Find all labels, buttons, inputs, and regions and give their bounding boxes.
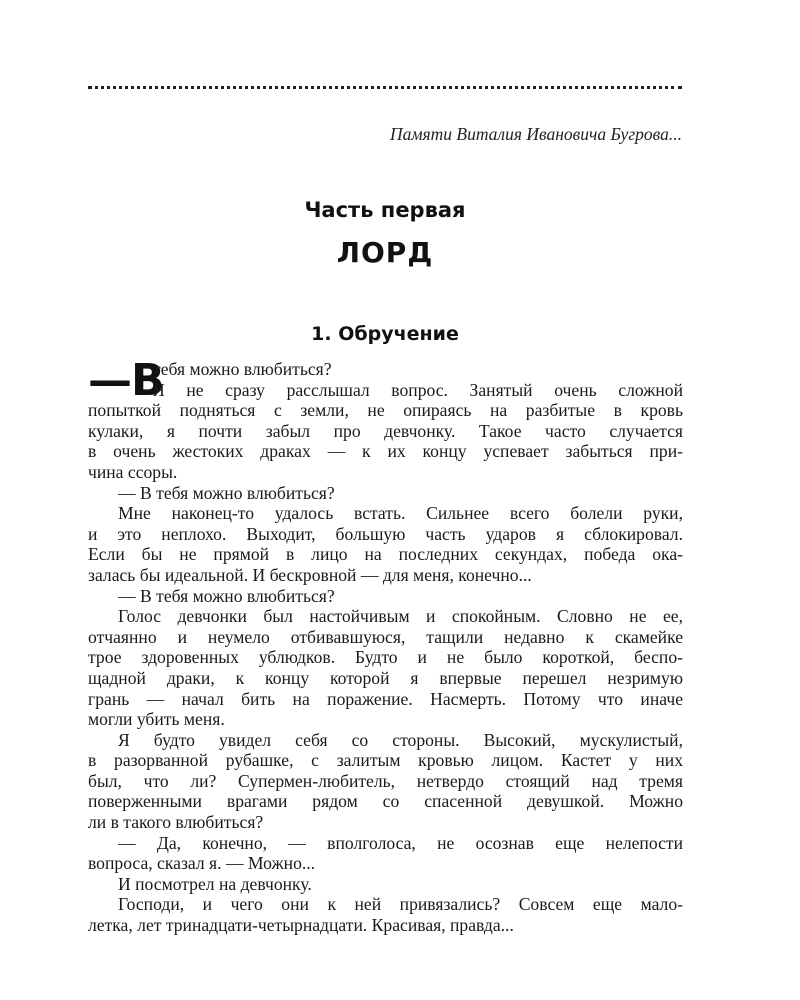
- text-line: залась бы идеальной. И бескровной — для меня, конечно...: [88, 564, 532, 585]
- text-line: и это неплохо. Выходит, большую часть ударов я сблокировал.: [88, 523, 683, 544]
- text-line: И посмотрел на девчонку.: [118, 873, 312, 894]
- text-line: трое здоровенных ублюдков. Будто и не было короткой, беспо-: [88, 647, 683, 668]
- text-line: чина ссоры.: [88, 461, 178, 482]
- text-line: Я не сразу расслышал вопрос. Занятый очень сложной: [153, 379, 683, 400]
- text-line: Я будто увидел себя со стороны. Высокий, мускулистый,: [118, 729, 683, 750]
- text-line: Если бы не прямой в лицо на последних секундах, победа ока-: [88, 544, 683, 565]
- text-line: Господи, и чего они к ней привязались? Совсем еще мало-: [118, 894, 683, 915]
- body-text: [88, 355, 683, 936]
- text-line: могли убить меня.: [88, 709, 225, 730]
- part-name: ЛОРД: [336, 236, 434, 269]
- dedication: Памяти Виталия Ивановича Бугрова...: [389, 124, 682, 144]
- part-title: Часть первая: [304, 198, 466, 222]
- text-line: попыткой подняться с земли, не опираясь на разбитые в кровь: [88, 400, 683, 421]
- text-line: — Да, конечно, — вполголоса, не осознав еще нелепости: [118, 832, 683, 853]
- drop-cap: —В: [88, 355, 164, 406]
- header-dotted-rule: [88, 86, 682, 89]
- text-line: летка, лет тринадцати-четырнадцати. Красивая, правда...: [88, 915, 514, 936]
- text-line: поверженными врагами рядом со спасенной девушкой. Можно: [88, 791, 683, 812]
- text-line: был, что ли? Супермен-любитель, нетвердо стоящий над тремя: [88, 770, 683, 791]
- text-line: Мне наконец-то удалось встать. Сильнее всего болели руки,: [118, 503, 683, 524]
- text-line: в очень жестоких драках — к их концу успевает забыться при-: [88, 441, 683, 462]
- text-line: кулаки, я почти забыл про девчонку. Такое часто случается: [88, 420, 683, 441]
- text-line: — В тебя можно влюбиться?: [118, 482, 335, 503]
- text-line: — В тебя можно влюбиться?: [118, 585, 335, 606]
- text-line: отчаянно и неумело отбивавшуюся, тащили недавно к скамейке: [88, 626, 683, 647]
- text-line: тебя можно влюбиться?: [153, 359, 332, 379]
- text-line: ли в такого влюбиться?: [88, 812, 264, 833]
- chapter-title: 1. Обручение: [311, 323, 459, 345]
- text-line: Голос девчонки был настойчивым и спокойным. Словно не ее,: [118, 606, 683, 627]
- text-line: щадной драки, к концу которой я впервые перешел незримую: [88, 667, 683, 688]
- text-line: в разорванной рубашке, с залитым кровью лицом. Кастет у них: [88, 750, 683, 771]
- text-line: вопроса, сказал я. — Можно...: [88, 853, 316, 874]
- text-line: грань — начал бить на поражение. Насмерть. Потому что иначе: [88, 688, 683, 709]
